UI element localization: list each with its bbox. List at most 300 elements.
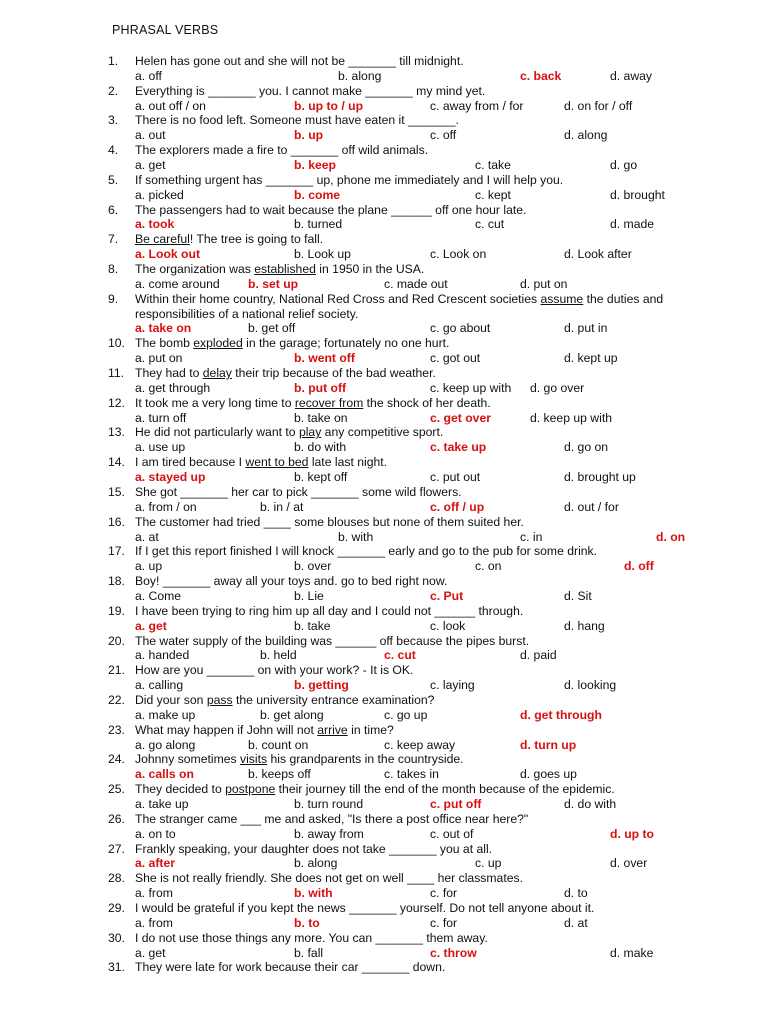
answer-option: d. put in	[564, 321, 608, 336]
question-line	[0, 396, 768, 411]
underlined-phrase: postpone	[225, 782, 276, 797]
correct-answer-option: c. off / up	[430, 499, 485, 514]
question-number: 7.	[108, 232, 119, 247]
question-text-segment: They decided to	[135, 782, 226, 797]
correct-answer-option: d. get through	[520, 707, 602, 722]
question-text-segment: If something urgent has _______ up, phone me immediately and I will help you.	[135, 172, 564, 187]
question-line	[0, 143, 768, 158]
question-text	[135, 812, 528, 827]
question-number: 3.	[108, 113, 119, 128]
options-row	[0, 217, 768, 232]
question-line	[0, 515, 768, 530]
question-text-continued: responsibilities of a national relief society.	[135, 306, 359, 321]
question-text-segment: Johnny sometimes	[135, 752, 240, 767]
answer-option: d. kept up	[564, 351, 618, 366]
answer-option: b. Lie	[294, 588, 324, 603]
answer-option: d. goes up	[520, 767, 577, 782]
question-text	[135, 663, 413, 678]
answer-option: b. get along	[260, 707, 324, 722]
answer-option: b. take	[294, 618, 331, 633]
question-text-segment: late last night.	[308, 455, 388, 470]
question-text-segment: in 1950 in the USA.	[315, 262, 425, 277]
answer-option: d. go on	[564, 440, 609, 455]
answer-option: c. Look on	[430, 247, 487, 262]
question-text	[135, 782, 615, 797]
answer-option: b. Look up	[294, 247, 351, 262]
answer-option: a. off	[135, 68, 162, 83]
question-line	[0, 307, 768, 322]
correct-answer-option: c. put off	[430, 796, 482, 811]
question-text-segment: their trip because of the bad weather.	[231, 366, 436, 381]
answer-option: d. away	[610, 68, 653, 83]
question-number: 13.	[108, 425, 125, 440]
correct-answer-option: a. Look out	[135, 247, 200, 262]
question-number: 21.	[108, 663, 125, 678]
answer-option: b. keeps off	[248, 767, 311, 782]
answer-option: b. with	[338, 529, 374, 544]
underlined-phrase: established	[254, 262, 316, 277]
underlined-phrase: assume	[540, 291, 584, 306]
question-text-segment: in the garage; fortunately no one hurt.	[242, 336, 450, 351]
question-number: 16.	[108, 514, 125, 529]
answer-option: c. kept	[475, 187, 511, 202]
options-row	[0, 411, 768, 426]
correct-answer-option: c. get over	[430, 410, 491, 425]
options-row	[0, 188, 768, 203]
answer-option: d. on for / off	[564, 98, 633, 113]
correct-answer-option: d. turn up	[520, 737, 577, 752]
answer-option: c. cut	[475, 217, 505, 232]
question-line	[0, 485, 768, 500]
answer-option: c. takes in	[384, 767, 439, 782]
answer-option: c. got out	[430, 351, 481, 366]
question-line	[0, 113, 768, 128]
answer-option: c. up	[475, 856, 502, 871]
correct-answer-option: a. get	[135, 618, 167, 633]
answer-option: a. go along	[135, 737, 196, 752]
question-line	[0, 604, 768, 619]
question-text-segment: How are you _______ on with your work? - It is OK.	[135, 663, 414, 678]
options-row	[0, 470, 768, 485]
underlined-phrase: recover from	[294, 395, 364, 410]
question-text	[135, 366, 436, 381]
question-line	[0, 232, 768, 247]
answer-option: a. come around	[135, 276, 220, 291]
answer-option: d. paid	[520, 648, 557, 663]
correct-answer-option: c. cut	[384, 648, 416, 663]
question-line	[0, 544, 768, 559]
answer-option: d. brought up	[564, 470, 636, 485]
answer-option: b. turn round	[294, 796, 364, 811]
question-text-segment: Within their home country, National Red Cross and Red Crescent societies	[135, 291, 541, 306]
underlined-phrase: Be careful	[135, 232, 190, 247]
question-text	[135, 84, 485, 99]
question-text	[135, 425, 443, 440]
answer-option: a. handed	[135, 648, 190, 663]
answer-option: d. go	[610, 158, 638, 173]
answer-option: a. calling	[135, 678, 184, 693]
answer-option: d. keep up with	[530, 410, 612, 425]
question-number: 18.	[108, 574, 125, 589]
underlined-phrase: delay	[202, 366, 232, 381]
question-text-segment: The organization was	[135, 262, 255, 277]
underlined-phrase: play	[298, 425, 322, 440]
options-row	[0, 589, 768, 604]
answer-option: b. fall	[294, 945, 324, 960]
answer-option: a. from / on	[135, 499, 197, 514]
question-number: 4.	[108, 143, 119, 158]
correct-answer-option: c. take up	[430, 440, 487, 455]
question-number: 14.	[108, 455, 125, 470]
options-row	[0, 500, 768, 515]
question-text-segment: the duties and	[583, 291, 664, 306]
question-text	[135, 173, 563, 188]
options-row	[0, 128, 768, 143]
question-line	[0, 84, 768, 99]
question-text-segment: What may happen if John will not	[135, 722, 318, 737]
correct-answer-option: a. after	[135, 856, 175, 871]
answer-option: c. for	[430, 886, 458, 901]
answer-option: a. on to	[135, 826, 176, 841]
answer-option: d. make	[610, 945, 654, 960]
answer-option: d. looking	[564, 678, 617, 693]
options-row	[0, 916, 768, 931]
question-text	[135, 723, 394, 738]
underlined-phrase: went to bed	[245, 455, 309, 470]
question-text	[135, 544, 597, 559]
correct-answer-option: b. keep	[294, 158, 336, 173]
answer-option: c. keep away	[384, 737, 456, 752]
question-number: 23.	[108, 722, 125, 737]
answer-option: a. get	[135, 158, 166, 173]
answer-option: a. make up	[135, 707, 196, 722]
question-line	[0, 54, 768, 69]
answer-option: a. out off / on	[135, 98, 206, 113]
question-text-segment: any competitive sport.	[321, 425, 444, 440]
question-number: 2.	[108, 83, 119, 98]
question-text-segment: The bomb	[135, 336, 194, 351]
answer-option: a. get through	[135, 380, 211, 395]
question-text	[135, 752, 464, 767]
answer-option: a. up	[135, 559, 163, 574]
options-row	[0, 99, 768, 114]
question-line	[0, 663, 768, 678]
question-text	[135, 262, 424, 277]
question-number: 8.	[108, 262, 119, 277]
question-number: 20.	[108, 633, 125, 648]
options-row	[0, 827, 768, 842]
answer-option: d. out / for	[564, 499, 619, 514]
answer-option: b. in / at	[260, 499, 304, 514]
question-number: 15.	[108, 484, 125, 499]
answer-option: a. at	[135, 529, 159, 544]
question-number: 1.	[108, 54, 119, 68]
answer-option: c. go up	[384, 707, 428, 722]
question-text-segment: The passengers had to wait because the plane ______ off one hour late.	[135, 202, 527, 217]
answer-option: b. held	[260, 648, 297, 663]
question-text	[135, 931, 488, 946]
answer-option: d. brought	[610, 187, 665, 202]
question-line	[0, 782, 768, 797]
question-line	[0, 960, 768, 975]
question-line	[0, 262, 768, 277]
question-line	[0, 842, 768, 857]
question-number: 31.	[108, 960, 125, 975]
correct-answer-option: b. put off	[294, 380, 347, 395]
answer-option: d. put on	[520, 276, 568, 291]
options-row	[0, 158, 768, 173]
question-line	[0, 336, 768, 351]
question-number: 12.	[108, 395, 125, 410]
options-row	[0, 946, 768, 961]
answer-option: b. turned	[294, 217, 343, 232]
question-text	[135, 634, 529, 649]
correct-answer-option: a. take on	[135, 321, 192, 336]
answer-option: c. out of	[430, 826, 474, 841]
options-row	[0, 321, 768, 336]
question-text-segment: his grandparents in the countryside.	[267, 752, 464, 767]
answer-option: a. from	[135, 915, 173, 930]
question-text-segment: Boy! _______ away all your toys and. go to bed right now.	[135, 574, 448, 589]
answer-option: a. use up	[135, 440, 186, 455]
question-line	[0, 693, 768, 708]
answer-option: a. from	[135, 886, 173, 901]
question-number: 6.	[108, 202, 119, 217]
options-row	[0, 678, 768, 693]
question-number: 9.	[108, 291, 119, 306]
question-number: 5.	[108, 172, 119, 187]
question-text	[135, 292, 663, 307]
correct-answer-option: d. up to	[610, 826, 654, 841]
question-text-segment: their journey till the end of the month because of the epidemic.	[275, 782, 615, 797]
correct-answer-option: c. Put	[430, 588, 464, 603]
question-text-segment: She is not really friendly. She does not get on well ____ her classmates.	[135, 871, 523, 886]
options-row	[0, 648, 768, 663]
answer-option: a. out	[135, 128, 166, 143]
answer-option: d. Look after	[564, 247, 632, 262]
question-number: 19.	[108, 603, 125, 618]
question-text	[135, 336, 449, 351]
options-row	[0, 351, 768, 366]
question-text-segment: ! The tree is going to fall.	[189, 232, 324, 247]
answer-option: c. in	[520, 529, 543, 544]
question-text	[135, 604, 523, 619]
question-text-segment: The explorers made a fire to _______ off wild animals.	[135, 143, 429, 158]
question-line	[0, 292, 768, 307]
question-number: 28.	[108, 871, 125, 886]
question-number: 27.	[108, 841, 125, 856]
answer-option: b. away from	[294, 826, 364, 841]
correct-answer-option: b. to	[294, 915, 320, 930]
answer-option: d. made	[610, 217, 655, 232]
question-text-segment: I would be grateful if you kept the news _______ yourself. Do not tell anyone about it.	[135, 900, 595, 915]
options-row	[0, 247, 768, 262]
question-line	[0, 425, 768, 440]
question-line	[0, 203, 768, 218]
answer-option: a. get	[135, 945, 166, 960]
answer-option: c. take	[475, 158, 511, 173]
question-number: 22.	[108, 692, 125, 707]
answer-option: b. kept off	[294, 470, 348, 485]
answer-option: c. off	[430, 128, 457, 143]
question-text	[135, 515, 524, 530]
answer-option: b. do with	[294, 440, 347, 455]
options-row	[0, 738, 768, 753]
question-line	[0, 931, 768, 946]
answer-option: d. go over	[530, 380, 585, 395]
question-number: 29.	[108, 900, 125, 915]
answer-option: a. take up	[135, 796, 189, 811]
answer-option: a. turn off	[135, 410, 187, 425]
question-number: 30.	[108, 930, 125, 945]
question-text	[135, 203, 526, 218]
options-row	[0, 767, 768, 782]
answer-option: b. along	[338, 68, 382, 83]
question-list	[0, 54, 768, 975]
question-line	[0, 455, 768, 470]
question-text-segment: They had to	[135, 366, 203, 381]
question-line	[0, 901, 768, 916]
answer-option: c. put out	[430, 470, 481, 485]
question-number: 10.	[108, 336, 125, 351]
correct-answer-option: b. up to / up	[294, 98, 364, 113]
answer-option: d. hang	[564, 618, 605, 633]
answer-option: b. count on	[248, 737, 309, 752]
question-line	[0, 634, 768, 649]
correct-answer-option: b. set up	[248, 276, 299, 291]
question-text	[135, 842, 492, 857]
answer-option: d. along	[564, 128, 608, 143]
question-text	[135, 113, 459, 128]
question-text	[135, 871, 523, 886]
question-line	[0, 173, 768, 188]
question-text	[135, 485, 462, 500]
underlined-phrase: arrive	[317, 722, 348, 737]
question-text-segment: I am tired because I	[135, 455, 246, 470]
options-row	[0, 381, 768, 396]
question-line	[0, 812, 768, 827]
answer-option: d. at	[564, 915, 588, 930]
underlined-phrase: pass	[206, 692, 233, 707]
correct-answer-option: b. with	[294, 886, 333, 901]
correct-answer-option: a. took	[135, 217, 175, 232]
options-row	[0, 797, 768, 812]
answer-option: c. for	[430, 915, 458, 930]
question-text-segment: The customer had tried ____ some blouses but none of them suited her.	[135, 514, 524, 529]
question-text	[135, 960, 445, 975]
question-text-segment: Helen has gone out and she will not be _______ till midnight.	[135, 54, 464, 68]
answer-option: b. get off	[248, 321, 296, 336]
answer-option: c. made out	[384, 276, 448, 291]
question-line	[0, 574, 768, 589]
underlined-phrase: visits	[240, 752, 268, 767]
question-text	[135, 574, 447, 589]
answer-option: a. put on	[135, 351, 183, 366]
page-title: PHRASAL VERBS	[112, 23, 219, 37]
question-text-segment: If I get this report finished I will knock _______ early and go to the pub for some drink.	[135, 544, 598, 559]
question-line	[0, 752, 768, 767]
answer-option: a. Come	[135, 588, 182, 603]
question-text	[135, 54, 464, 69]
question-number: 26.	[108, 811, 125, 826]
answer-option: d. over	[610, 856, 648, 871]
options-row	[0, 530, 768, 545]
correct-answer-option: c. throw	[430, 945, 477, 960]
answer-option: c. on	[475, 559, 502, 574]
answer-option: c. keep up with	[430, 380, 512, 395]
answer-option: c. laying	[430, 678, 475, 693]
options-row	[0, 277, 768, 292]
question-line	[0, 723, 768, 738]
correct-answer-option: d. off	[624, 559, 654, 574]
question-text-segment: Did your son	[135, 692, 207, 707]
question-number: 25.	[108, 782, 125, 797]
options-row	[0, 856, 768, 871]
question-text-segment: The stranger came ___ me and asked, "Is there a post office near here?"	[135, 811, 529, 826]
correct-answer-option: c. back	[520, 68, 562, 83]
question-text-segment: There is no food left. Someone must have eaten it _______.	[135, 113, 459, 128]
question-text-segment: The water supply of the building was ______ off because the pipes burst.	[135, 633, 530, 648]
answer-option: c. go about	[430, 321, 491, 336]
question-text	[135, 455, 387, 470]
correct-answer-option: d. on	[656, 529, 686, 544]
answer-option: b. take on	[294, 410, 348, 425]
options-row	[0, 708, 768, 723]
options-row	[0, 619, 768, 634]
question-text-segment: Frankly speaking, your daughter does not take _______ you at all.	[135, 841, 493, 856]
question-line	[0, 366, 768, 381]
options-row	[0, 886, 768, 901]
options-row	[0, 69, 768, 84]
correct-answer-option: b. up	[294, 128, 324, 143]
answer-option: c. away from / for	[430, 98, 524, 113]
question-text	[135, 901, 594, 916]
question-text	[135, 232, 323, 247]
question-text-segment: She got _______ her car to pick _______ some wild flowers.	[135, 484, 462, 499]
answer-option: c. look	[430, 618, 466, 633]
question-number: 11.	[108, 366, 125, 381]
answer-option: d. do with	[564, 796, 617, 811]
question-text-segment: Everything is _______ you. I cannot make _______ my mind yet.	[135, 83, 486, 98]
question-text-segment: I do not use those things any more. You can _______ them away.	[135, 930, 488, 945]
answer-option: d. to	[564, 886, 588, 901]
question-text	[135, 396, 491, 411]
answer-option: b. along	[294, 856, 338, 871]
correct-answer-option: a. calls on	[135, 767, 194, 782]
correct-answer-option: b. come	[294, 187, 341, 202]
question-text-segment: He did not particularly want to	[135, 425, 299, 440]
question-text	[135, 693, 434, 708]
question-text-segment: in time?	[347, 722, 394, 737]
answer-option: a. picked	[135, 187, 184, 202]
correct-answer-option: b. went off	[294, 351, 355, 366]
question-text-segment: the shock of her death.	[363, 395, 491, 410]
underlined-phrase: exploded	[193, 336, 243, 351]
correct-answer-option: a. stayed up	[135, 470, 206, 485]
correct-answer-option: b. getting	[294, 678, 349, 693]
options-row	[0, 440, 768, 455]
question-text-segment: It took me a very long time to	[135, 395, 295, 410]
question-number: 24.	[108, 752, 125, 767]
question-line	[0, 871, 768, 886]
question-text-segment: They were late for work because their car _______ down.	[135, 960, 446, 975]
question-number: 17.	[108, 544, 125, 559]
question-text	[135, 143, 428, 158]
options-row	[0, 559, 768, 574]
question-text-segment: the university entrance examination?	[232, 692, 435, 707]
answer-option: d. Sit	[564, 588, 592, 603]
answer-option: b. over	[294, 559, 332, 574]
